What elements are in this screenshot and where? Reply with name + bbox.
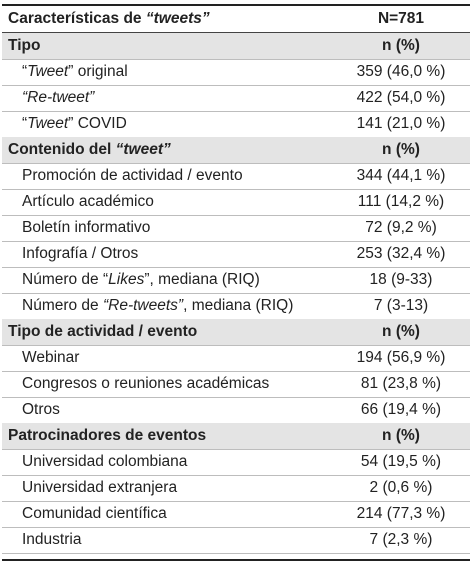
table-row	[2, 267, 470, 293]
table-row	[2, 215, 470, 241]
row-label-text: Número de	[22, 297, 103, 314]
section-title-italic: “tweet”	[115, 141, 171, 158]
section-title	[2, 37, 332, 55]
table-row	[2, 371, 470, 397]
row-value: 111 (14,2 %)	[357, 193, 445, 210]
section-value-header: n (%)	[382, 37, 420, 54]
row-label	[2, 479, 332, 497]
header-label	[2, 10, 332, 28]
row-label-text: Congresos o reuniones académicas	[22, 375, 270, 392]
section-title-text: Tipo	[8, 37, 41, 54]
row-value: 422 (54,0 %)	[356, 89, 446, 106]
table-row	[2, 527, 470, 553]
row-label-italic: Likes	[108, 271, 145, 288]
row-label	[2, 115, 332, 133]
row-value: 54 (19,5 %)	[360, 453, 442, 470]
row-label-text: Universidad colombiana	[22, 453, 188, 470]
row-label-text: Universidad extranjera	[22, 479, 178, 496]
row-label	[2, 297, 332, 315]
section-title-text: Contenido del	[8, 141, 116, 158]
table-row	[2, 163, 470, 189]
row-value: 344 (44,1 %)	[356, 167, 446, 184]
row-label	[2, 63, 332, 81]
table-row	[2, 345, 470, 371]
row-value: 66 (19,4 %)	[360, 401, 442, 418]
row-label-text: Webinar	[22, 349, 80, 366]
row-label	[2, 271, 332, 289]
row-label	[2, 219, 332, 237]
section-value-header: n (%)	[382, 323, 420, 340]
table-row	[2, 475, 470, 501]
row-label-text: “	[22, 115, 28, 132]
row-label-suffix: , mediana (RIQ)	[183, 297, 294, 314]
row-label-text: Infografía / Otros	[22, 245, 139, 262]
table-row	[2, 397, 470, 423]
table-row	[2, 449, 470, 475]
row-value: 214 (77,3 %)	[356, 505, 446, 522]
table-bottom-rule	[2, 559, 470, 561]
section-title	[2, 323, 332, 341]
row-value: 194 (56,9 %)	[356, 349, 446, 366]
table-row	[2, 293, 470, 319]
section-header-row	[2, 423, 470, 449]
section-value-header: n (%)	[382, 141, 420, 158]
section-header-row	[2, 33, 470, 59]
section-title	[2, 141, 332, 159]
table-row	[2, 85, 470, 111]
section-title-text: Patrocinadores de eventos	[8, 427, 207, 444]
table-row	[2, 59, 470, 85]
row-value: 359 (46,0 %)	[356, 63, 446, 80]
row-label	[2, 245, 332, 263]
table-header-row	[2, 6, 470, 32]
row-value: 18 (9-33)	[369, 271, 433, 288]
row-value: 253 (32,4 %)	[356, 245, 446, 262]
header-total: N=781	[377, 10, 425, 27]
table-row	[2, 501, 470, 527]
row-label-italic: “Re-tweets”	[102, 297, 184, 314]
section-value-header: n (%)	[382, 427, 420, 444]
table-row	[2, 189, 470, 215]
row-label-suffix: ” original	[68, 63, 128, 80]
section-header-row	[2, 319, 470, 345]
header-label-italic: “tweets”	[145, 10, 210, 27]
row-label-italic: “Re-tweet”	[22, 89, 95, 106]
row-label	[2, 89, 332, 107]
row-label	[2, 453, 332, 471]
header-label-prefix: Características de	[8, 10, 146, 27]
row-label-text: Otros	[22, 401, 60, 418]
row-value: 2 (0,6 %)	[369, 479, 433, 496]
row-label-text: Artículo académico	[22, 193, 154, 210]
row-label	[2, 531, 332, 549]
row-label-text: Promoción de actividad / evento	[22, 167, 243, 184]
row-value: 81 (23,8 %)	[360, 375, 442, 392]
row-label	[2, 193, 332, 211]
row-label	[2, 505, 332, 523]
row-label	[2, 375, 332, 393]
row-label	[2, 349, 332, 367]
row-label-text: “	[22, 63, 28, 80]
row-value: 141 (21,0 %)	[356, 115, 446, 132]
row-label-text: Número de “	[22, 271, 109, 288]
row-label-text: Boletín informativo	[22, 219, 151, 236]
row-value: 7 (3-13)	[373, 297, 429, 314]
row-value: 7 (2,3 %)	[369, 531, 433, 548]
row-divider	[2, 553, 470, 554]
table-row	[2, 111, 470, 137]
row-label	[2, 167, 332, 185]
row-value: 72 (9,2 %)	[365, 219, 437, 236]
section-title	[2, 427, 332, 445]
row-label-text: Industria	[22, 531, 82, 548]
row-label-suffix: ”, mediana (RIQ)	[144, 271, 260, 288]
row-label-text: Comunidad científica	[22, 505, 167, 522]
section-header-row	[2, 137, 470, 163]
row-label-suffix: ” COVID	[68, 115, 127, 132]
row-label	[2, 401, 332, 419]
row-label-italic: Tweet	[27, 115, 69, 132]
row-label-italic: Tweet	[27, 63, 69, 80]
section-title-text: Tipo de actividad / evento	[8, 323, 198, 340]
table-row	[2, 241, 470, 267]
